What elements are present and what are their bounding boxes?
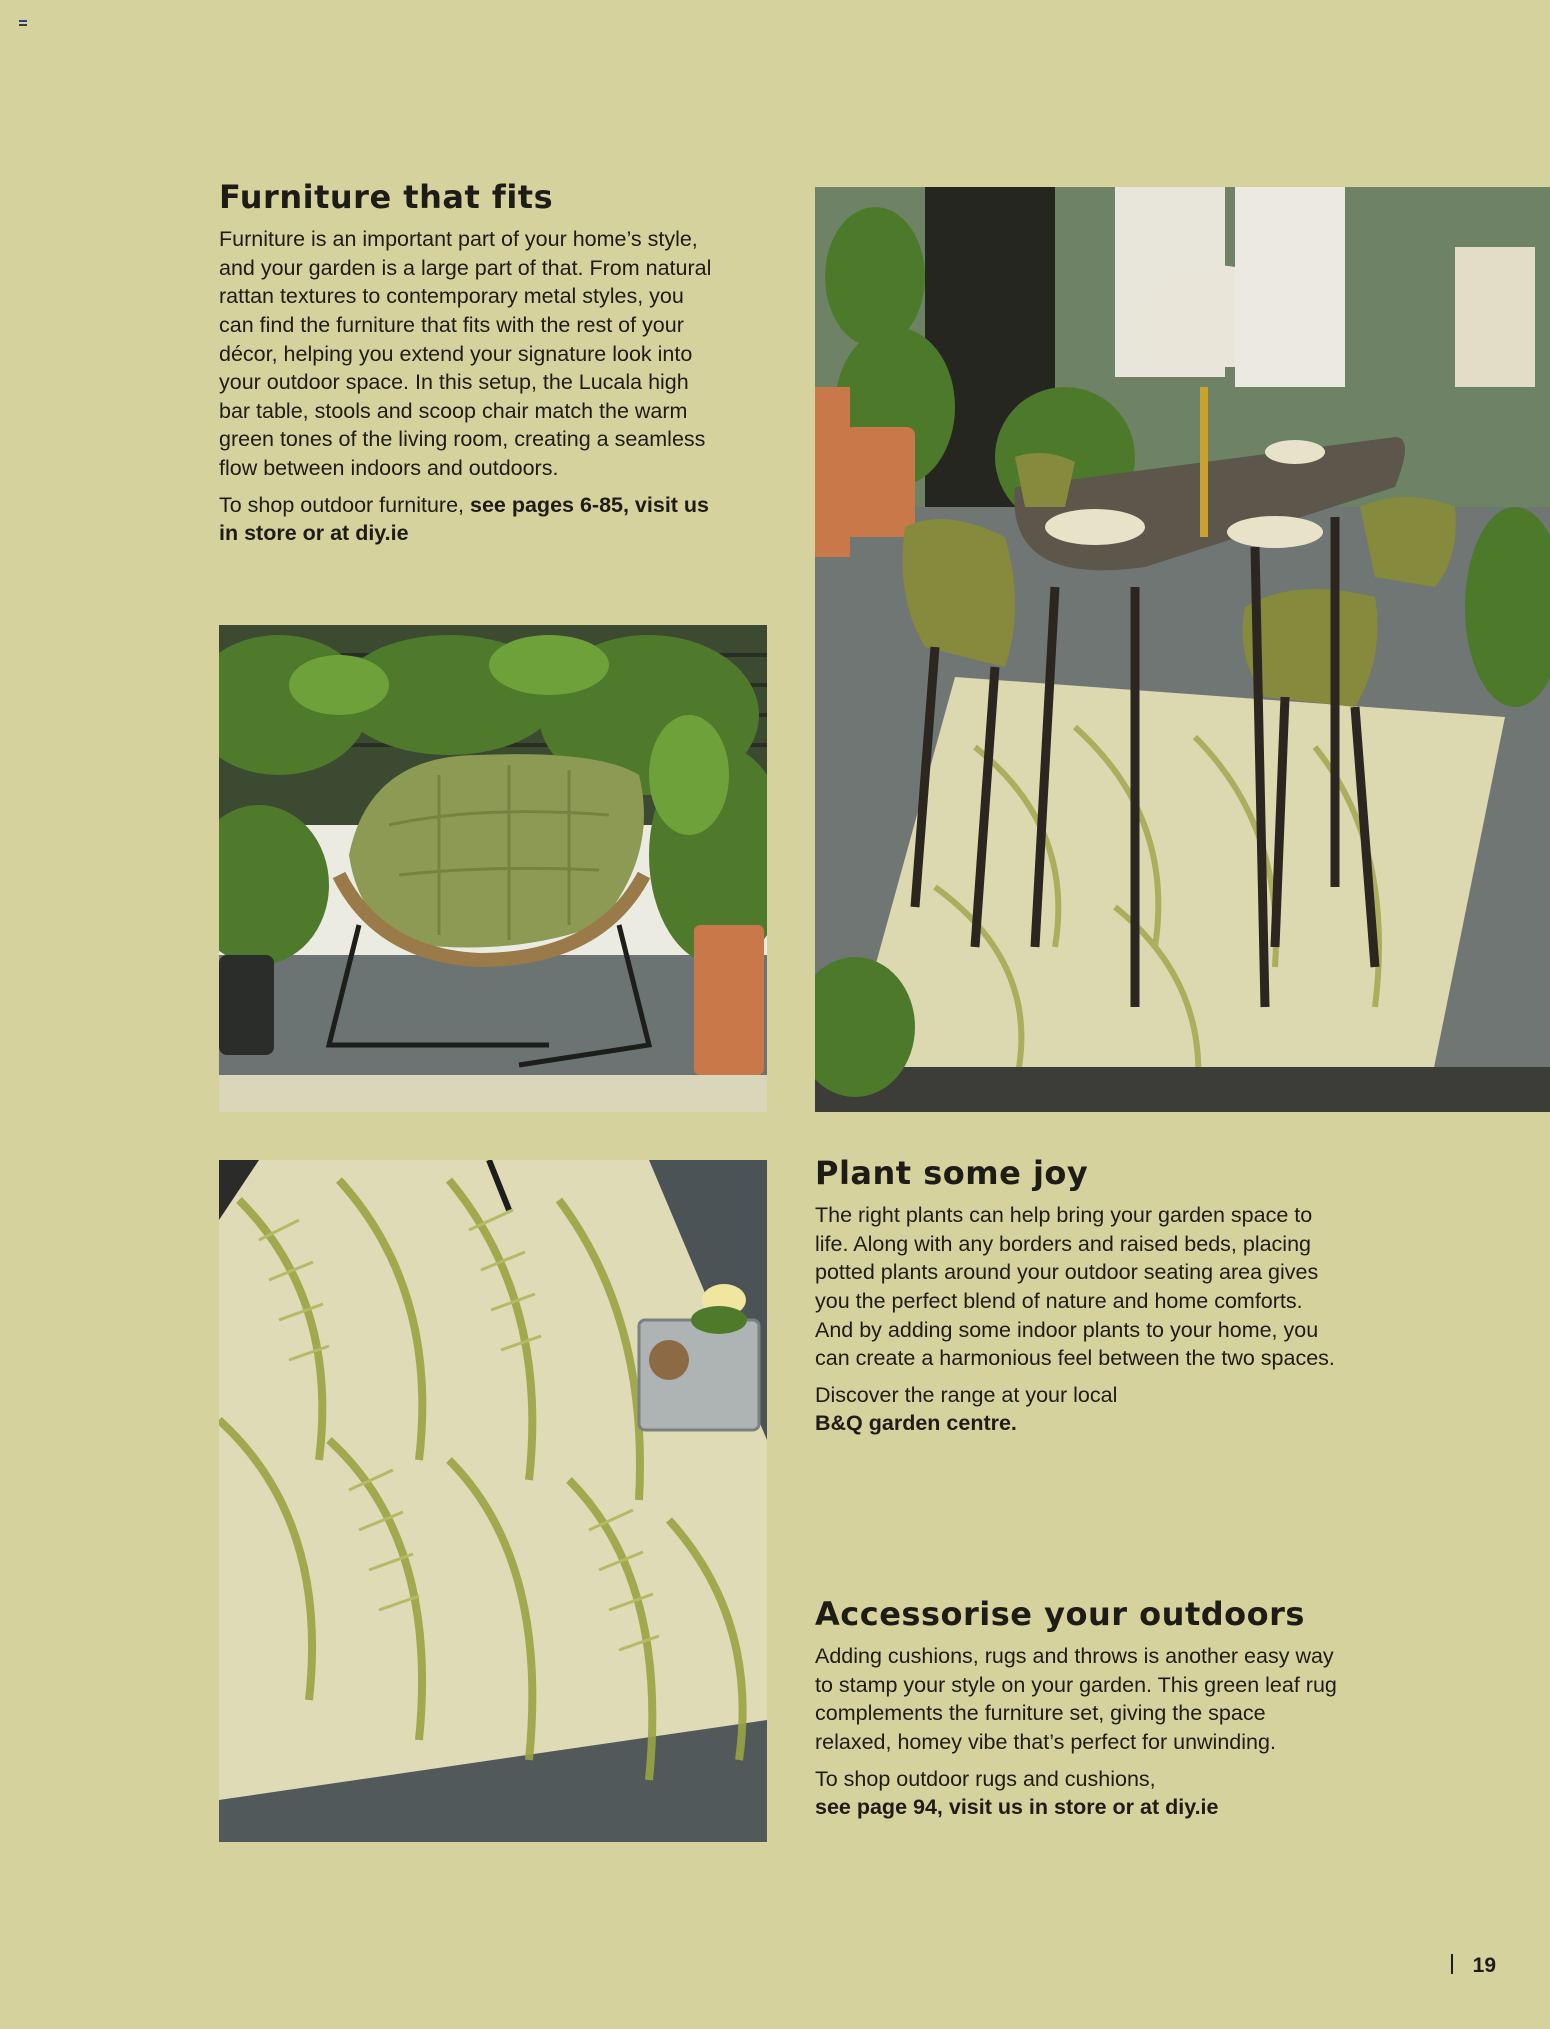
plants-body: The right plants can help bring your garden space to life. Along with any borders and raised beds, placing potted plants around your outdoor seating area gives you the perfect blend of nature and home comforts. And by adding some indoor plants to your home, you can create a harmonious feel between the two spaces. [815,1203,1335,1371]
furniture-title: Furniture that fits [219,178,554,216]
accessorise-title: Accessorise your outdoors [815,1595,1305,1633]
accessorise-body: Adding cushions, rugs and throws is another easy way to stamp your style on your garden. This green leaf rug complements the furniture set, giving the space relaxed, homey vibe that’s perfect for unwinding. [815,1644,1337,1754]
furniture-cta [219,491,719,548]
page-number-value: 19 [1472,1954,1496,1977]
leaf-rug-photo [219,1160,767,1842]
furniture-cta-lead: To shop outdoor furniture, [219,492,470,517]
furniture-cta-link[interactable]: see pages 6-85, visit us in store or at diy.ie [219,492,710,546]
corner-mark [19,20,27,26]
accessorise-cta-lead: To shop outdoor rugs and cushions, [815,1766,1156,1791]
plants-cta-lead: Discover the range at your local [815,1382,1118,1407]
furniture-section [219,180,719,548]
accessorise-section [815,1597,1345,1822]
scoop-chair-photo [219,625,767,1112]
accessorise-cta [815,1765,1345,1822]
plants-title: Plant some joy [815,1154,1089,1192]
page-number-separator [1451,1954,1453,1974]
furniture-body: Furniture is an important part of your home’s style, and your garden is a large part of that. From natural rattan textures to contemporary metal styles, you can find the furniture that fits with the rest of your décor, helping you extend your signature look into your outdoor space. In this setup, the Lucala high bar table, stools and scoop chair match the warm green tones of the living room, creating a seamless flow between indoors and outdoors. [219,227,712,480]
plants-cta-link[interactable]: B&Q garden centre. [815,1411,1017,1436]
plants-section [815,1156,1345,1438]
plants-cta [815,1381,1345,1438]
page-number [1451,1954,1496,1978]
accessorise-cta-link[interactable]: see page 94, visit us in store or at diy.ie [815,1795,1219,1820]
dining-set-photo [815,187,1550,1112]
